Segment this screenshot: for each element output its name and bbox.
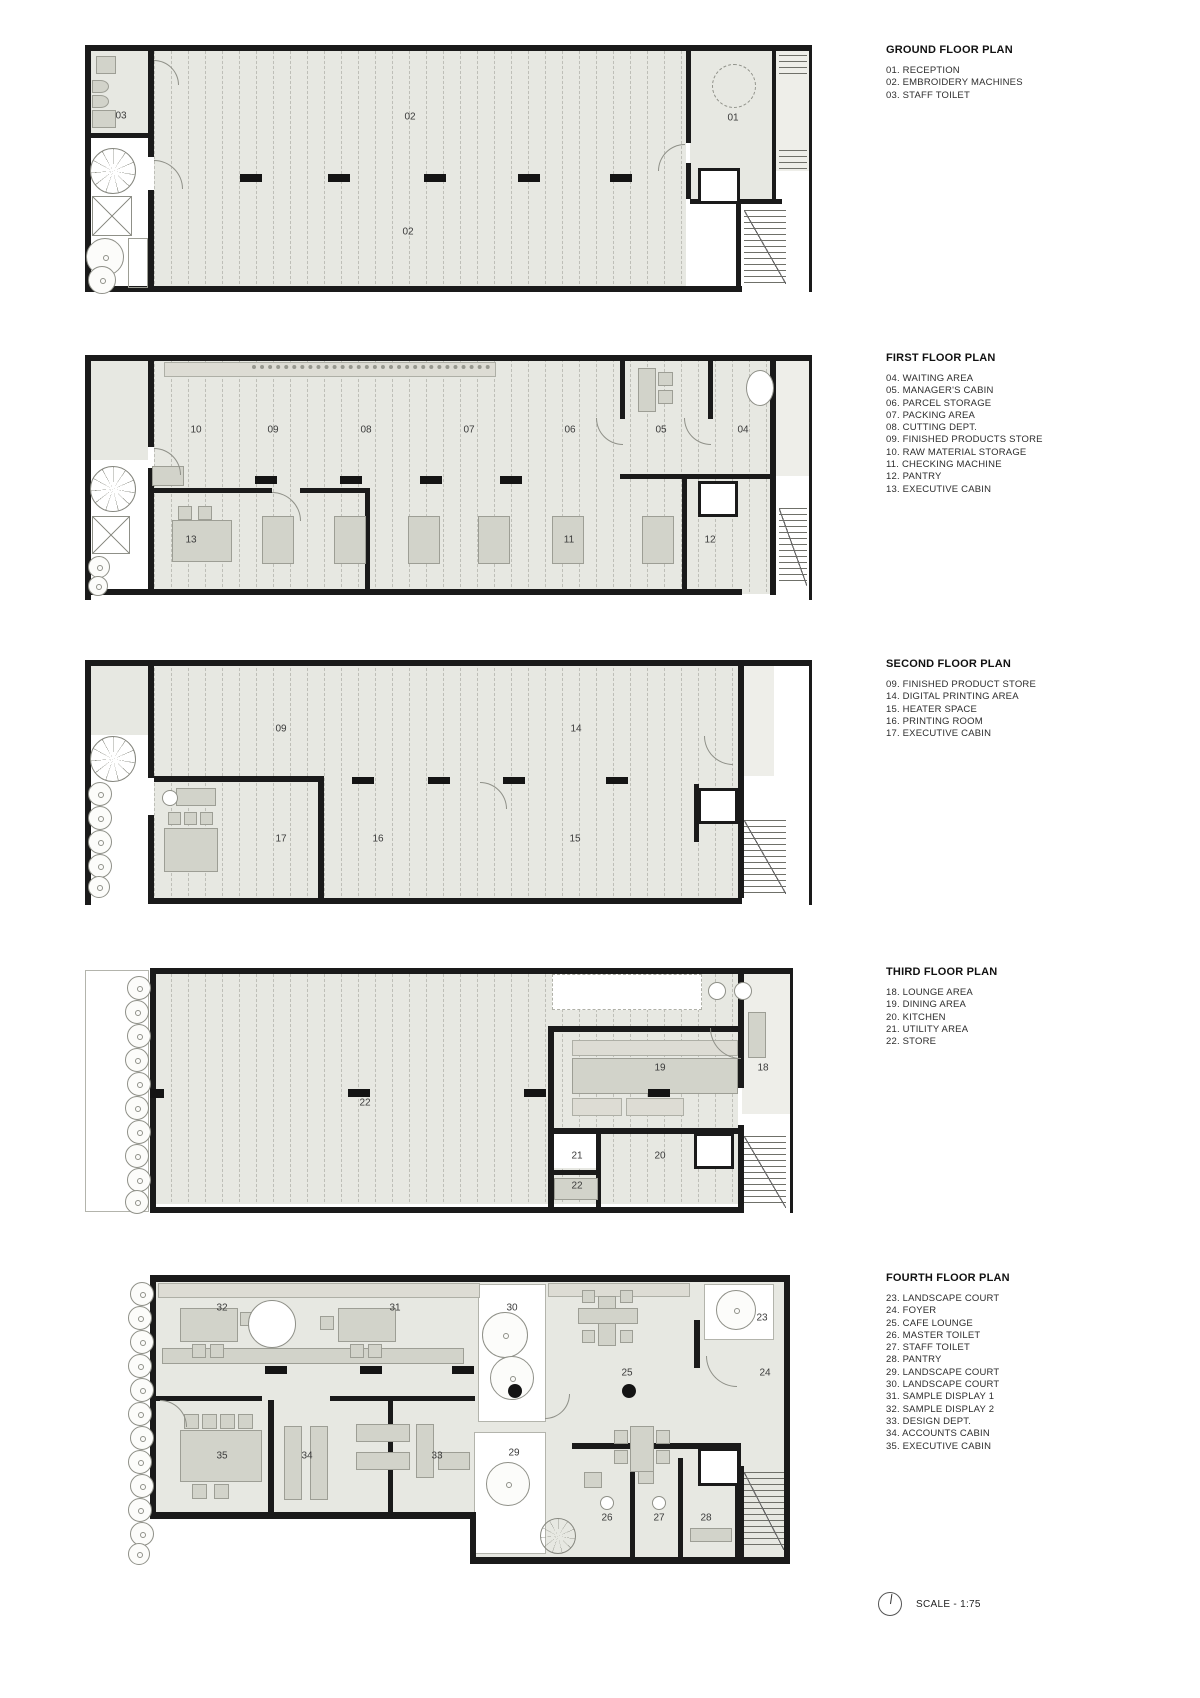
tree-icon xyxy=(130,1282,154,1306)
room-label: 16 xyxy=(372,833,384,845)
tree-icon xyxy=(88,806,112,830)
column-marker xyxy=(240,174,262,182)
tree-icon xyxy=(130,1426,154,1450)
tree-icon xyxy=(486,1462,530,1506)
room-label: 25 xyxy=(621,1367,633,1379)
wall xyxy=(148,355,154,447)
shelf-band xyxy=(158,1283,480,1298)
column-marker xyxy=(648,1089,670,1097)
chair xyxy=(320,1316,334,1330)
legend-item: 19. DINING AREA xyxy=(886,999,967,1011)
legend-item: 06. PARCEL STORAGE xyxy=(886,397,992,409)
wall xyxy=(148,660,154,778)
manager-desk xyxy=(638,368,656,412)
tree-icon xyxy=(128,1354,152,1378)
side-table xyxy=(162,790,178,806)
room-label: 22 xyxy=(571,1180,583,1192)
tree-icon xyxy=(127,1024,151,1048)
toilet-fixture xyxy=(584,1472,602,1488)
scale-text: SCALE - 1:75 xyxy=(916,1598,981,1610)
wash-basin xyxy=(600,1496,614,1510)
chair xyxy=(178,506,192,520)
column-marker xyxy=(610,174,632,182)
room-label: 30 xyxy=(506,1302,518,1314)
checking-table xyxy=(642,516,674,564)
room-label: 17 xyxy=(275,833,287,845)
hanger-dot-row xyxy=(252,365,490,369)
legend-item: 35. EXECUTIVE CABIN xyxy=(886,1440,992,1452)
column-marker xyxy=(150,1089,164,1098)
legend-item: 33. DESIGN DEPT. xyxy=(886,1415,972,1427)
waiting-area-fixture xyxy=(746,370,774,406)
wall xyxy=(470,1557,790,1564)
room-label: 28 xyxy=(700,1512,712,1524)
spiral-stair-icon xyxy=(90,148,136,194)
wall xyxy=(150,1275,790,1282)
column-marker xyxy=(420,476,442,484)
room-label: 23 xyxy=(756,1312,768,1324)
legend-item: 31. SAMPLE DISPLAY 1 xyxy=(886,1391,995,1403)
dining-bench xyxy=(626,1098,684,1116)
legend-item: 05. MANAGER'S CABIN xyxy=(886,385,994,397)
room-label: 32 xyxy=(216,1302,228,1314)
stair-direction-line xyxy=(744,210,786,284)
legend-title: FOURTH FLOOR PLAN xyxy=(886,1272,1010,1284)
column-marker xyxy=(503,777,525,784)
tree-icon xyxy=(88,830,112,854)
room-label: 29 xyxy=(508,1447,520,1459)
wall xyxy=(85,133,149,138)
room-label: 08 xyxy=(360,424,372,436)
legend-title: GROUND FLOOR PLAN xyxy=(886,44,1013,56)
wall xyxy=(630,1458,635,1557)
chair xyxy=(620,1330,633,1343)
design-desk xyxy=(356,1452,410,1470)
legend-item: 25. CAFE LOUNGE xyxy=(886,1317,973,1329)
column-marker xyxy=(428,777,450,784)
shaft-cross-box xyxy=(92,196,132,236)
chair xyxy=(614,1430,628,1444)
column-marker xyxy=(500,476,522,484)
wash-basin xyxy=(652,1496,666,1510)
tree-icon xyxy=(125,1000,149,1024)
legend-item: 30. LANDSCAPE COURT xyxy=(886,1379,1000,1391)
column-marker xyxy=(606,777,628,784)
legend-item: 03. STAFF TOILET xyxy=(886,89,970,101)
legend-item-list xyxy=(886,373,1186,496)
room-label: 15 xyxy=(569,833,581,845)
wall xyxy=(148,190,154,292)
elevator-shaft xyxy=(698,481,738,517)
wall xyxy=(330,1396,475,1401)
legend-item-list xyxy=(886,65,1186,102)
legend-item: 34. ACCOUNTS CABIN xyxy=(886,1428,990,1440)
wall xyxy=(154,488,272,493)
legend-item: 11. CHECKING MACHINE xyxy=(886,459,1002,471)
exec-table xyxy=(172,520,232,562)
chair xyxy=(656,1430,670,1444)
legend-item: 02. EMBROIDERY MACHINES xyxy=(886,77,1023,89)
room-label: 18 xyxy=(757,1062,769,1074)
room-label: 06 xyxy=(564,424,576,436)
wall xyxy=(686,163,691,199)
sample-desk-32 xyxy=(180,1308,238,1342)
wall xyxy=(148,468,154,594)
exterior-hatch xyxy=(779,150,807,174)
room-label: 05 xyxy=(655,424,667,436)
wall xyxy=(150,1207,742,1213)
tree-icon xyxy=(128,1450,152,1474)
elevator-shaft xyxy=(694,1133,734,1169)
toilet-counter xyxy=(92,110,116,128)
room-label: 21 xyxy=(571,1150,583,1162)
tree-icon xyxy=(88,266,116,294)
chair xyxy=(658,390,673,404)
tree-icon xyxy=(130,1474,154,1498)
chair xyxy=(168,812,181,825)
tree-icon xyxy=(125,1048,149,1072)
legend-item: 28. PANTRY xyxy=(886,1354,942,1366)
north-scale-icon xyxy=(878,1592,902,1616)
wall xyxy=(85,286,742,292)
annex-area xyxy=(90,665,148,735)
room-label: 26 xyxy=(601,1512,613,1524)
column-marker xyxy=(348,1089,370,1097)
legend-item: 29. LANDSCAPE COURT xyxy=(886,1366,1000,1378)
wall xyxy=(148,815,154,904)
room-label: 07 xyxy=(463,424,475,436)
legend-item: 27. STAFF TOILET xyxy=(886,1342,970,1354)
room-label: 35 xyxy=(216,1450,228,1462)
stool xyxy=(708,982,726,1000)
column-marker xyxy=(518,174,540,182)
room-label: 33 xyxy=(431,1450,443,1462)
round-column xyxy=(622,1384,636,1398)
legend-title: THIRD FLOOR PLAN xyxy=(886,966,998,978)
column-marker xyxy=(424,174,446,182)
reception-round-table xyxy=(712,64,756,108)
legend-item: 13. EXECUTIVE CABIN xyxy=(886,483,992,495)
office-desk xyxy=(578,1308,638,1324)
legend-item: 32. SAMPLE DISPLAY 2 xyxy=(886,1403,995,1415)
wash-basin xyxy=(92,95,109,108)
room-label: 31 xyxy=(389,1302,401,1314)
legend-fourth-floor xyxy=(886,1272,1186,1453)
scale-indicator xyxy=(878,1592,981,1616)
tree-icon xyxy=(716,1290,756,1330)
annex-area xyxy=(90,360,148,460)
column-marker xyxy=(340,476,362,484)
spiral-stair-icon xyxy=(90,466,136,512)
wall xyxy=(790,968,793,1213)
design-desk xyxy=(416,1424,434,1478)
column-marker xyxy=(524,1089,546,1097)
room-label: 20 xyxy=(654,1150,666,1162)
chair xyxy=(582,1290,595,1303)
chair xyxy=(192,1344,206,1358)
room-label: 09 xyxy=(267,424,279,436)
packing-table xyxy=(408,516,440,564)
elevator-shaft xyxy=(698,1448,740,1486)
wash-basin xyxy=(92,80,109,93)
legend-first-floor xyxy=(886,352,1186,496)
tree-icon xyxy=(130,1330,154,1354)
wall xyxy=(154,776,318,782)
tree-icon xyxy=(88,854,112,878)
legend-item: 08. CUTTING DEPT. xyxy=(886,422,978,434)
legend-item: 15. HEATER SPACE xyxy=(886,703,978,715)
legend-second-floor xyxy=(886,658,1186,740)
chair xyxy=(214,1484,229,1499)
legend-item: 26. MASTER TOILET xyxy=(886,1329,981,1341)
embroidery-hall xyxy=(154,51,686,286)
utility-room xyxy=(554,1134,596,1168)
spiral-stair-icon xyxy=(540,1518,576,1554)
wall xyxy=(150,1512,476,1519)
tree-icon xyxy=(128,1402,152,1426)
room-label: 03 xyxy=(115,110,127,122)
wall xyxy=(809,355,812,600)
tree-icon xyxy=(127,1168,151,1192)
planter-box xyxy=(128,238,148,288)
cafe-table xyxy=(630,1426,654,1472)
stair-direction-line xyxy=(744,820,786,894)
legend-item: 04. WAITING AREA xyxy=(886,373,974,384)
wall xyxy=(708,361,713,419)
room-label: 24 xyxy=(759,1367,771,1379)
legend-item: 12. PANTRY xyxy=(886,471,942,483)
legend-item: 16. PRINTING ROOM xyxy=(886,715,983,727)
column-marker xyxy=(352,777,374,784)
toilet-fixture xyxy=(638,1470,654,1484)
tree-icon xyxy=(127,976,151,1000)
room-label: 22 xyxy=(359,1097,371,1109)
wall xyxy=(809,45,812,292)
elevator-shaft xyxy=(698,168,740,204)
chair xyxy=(184,812,197,825)
spiral-stair-icon xyxy=(90,736,136,782)
tree-icon xyxy=(128,1306,152,1330)
legend-item-list xyxy=(886,679,1186,740)
legend-item-list xyxy=(886,1293,1186,1453)
legend-item: 24. FOYER xyxy=(886,1305,937,1317)
legend-item: 20. KITCHEN xyxy=(886,1011,946,1023)
exec-table-35 xyxy=(180,1430,262,1482)
tree-icon xyxy=(125,1096,149,1120)
legend-item: 22. STORE xyxy=(886,1036,937,1048)
tree-icon xyxy=(88,576,108,596)
void-skylight xyxy=(552,974,702,1010)
legend-item: 23. LANDSCAPE COURT xyxy=(886,1293,1000,1304)
round-column xyxy=(508,1384,522,1398)
legend-item: 14. DIGITAL PRINTING AREA xyxy=(886,691,1019,703)
column-marker xyxy=(360,1366,382,1374)
wall xyxy=(682,479,687,591)
dining-bench xyxy=(572,1098,622,1116)
chair xyxy=(614,1450,628,1464)
tree-icon xyxy=(127,1120,151,1144)
wall xyxy=(300,488,370,493)
wall xyxy=(148,898,742,904)
room-label: 19 xyxy=(654,1062,666,1074)
stair-direction-line xyxy=(744,1472,784,1550)
wall xyxy=(85,355,812,361)
packing-table xyxy=(262,516,294,564)
chair xyxy=(200,812,213,825)
tree-icon xyxy=(482,1312,528,1358)
room-label: 12 xyxy=(704,534,716,546)
legend-item: 01. RECEPTION xyxy=(886,65,960,76)
tree-icon xyxy=(88,876,110,898)
legend-item: 09. FINISHED PRODUCTS STORE xyxy=(886,434,1043,446)
legend-item-list xyxy=(886,987,1186,1048)
chair xyxy=(658,372,673,386)
legend-item: 21. UTILITY AREA xyxy=(886,1023,969,1035)
lounge-seat xyxy=(748,1012,766,1058)
legend-ground-floor xyxy=(886,44,1186,102)
design-desk xyxy=(356,1424,410,1442)
round-display-table xyxy=(248,1300,296,1348)
checking-table xyxy=(552,516,584,564)
chair xyxy=(582,1330,595,1343)
display-counter xyxy=(162,1348,464,1364)
legend-third-floor xyxy=(886,966,1186,1048)
wall xyxy=(548,1170,600,1175)
store-shelf xyxy=(554,1178,598,1200)
chair xyxy=(220,1414,235,1429)
accounts-desk xyxy=(284,1426,302,1500)
tree-icon xyxy=(88,556,110,578)
chair xyxy=(192,1484,207,1499)
wall xyxy=(85,660,812,666)
legend-title: FIRST FLOOR PLAN xyxy=(886,352,996,364)
packing-table xyxy=(334,516,366,564)
room-label: 11 xyxy=(563,534,575,546)
room-label: 27 xyxy=(653,1512,665,1524)
legend-item: 18. LOUNGE AREA xyxy=(886,987,973,998)
wall xyxy=(772,51,776,199)
chair xyxy=(350,1344,364,1358)
chair xyxy=(198,506,212,520)
accounts-desk xyxy=(310,1426,328,1500)
legend-item: 10. RAW MATERIAL STORAGE xyxy=(886,446,1027,458)
column-marker xyxy=(328,174,350,182)
wall xyxy=(686,51,691,143)
room-label: 02 xyxy=(402,226,414,238)
side-strip xyxy=(776,361,809,476)
tree-icon xyxy=(125,1144,149,1168)
room-label: 34 xyxy=(301,1450,313,1462)
tree-icon xyxy=(130,1378,154,1402)
wall xyxy=(736,199,741,292)
room-label: 10 xyxy=(190,424,202,436)
sample-desk-31 xyxy=(338,1308,396,1342)
stair-direction-line xyxy=(744,1136,786,1208)
design-desk xyxy=(438,1452,470,1470)
room-label: 01 xyxy=(727,112,739,124)
legend-item: 09. FINISHED PRODUCT STORE xyxy=(886,679,1037,690)
side-strip xyxy=(742,666,774,776)
chair xyxy=(238,1414,253,1429)
sofa xyxy=(176,788,216,806)
room-label: 02 xyxy=(404,111,416,123)
wall xyxy=(809,660,812,905)
exterior-hatch xyxy=(779,55,807,79)
chair xyxy=(202,1414,217,1429)
room-label: 14 xyxy=(570,723,582,735)
room-label: 09 xyxy=(275,723,287,735)
chair xyxy=(210,1344,224,1358)
wall xyxy=(784,1275,790,1564)
tree-icon xyxy=(127,1072,151,1096)
wall xyxy=(620,474,772,479)
wall xyxy=(694,784,699,842)
room-label: 04 xyxy=(737,424,749,436)
wall xyxy=(678,1458,683,1557)
tree-icon xyxy=(128,1543,150,1565)
wall xyxy=(85,589,742,595)
stool xyxy=(734,982,752,1000)
chair xyxy=(620,1290,633,1303)
wall xyxy=(85,45,812,51)
chair xyxy=(368,1344,382,1358)
tree-icon xyxy=(125,1190,149,1214)
room-label: 13 xyxy=(185,534,197,546)
packing-table xyxy=(478,516,510,564)
pantry-counter xyxy=(690,1528,732,1542)
tree-icon xyxy=(88,782,112,806)
elevator-shaft xyxy=(698,788,738,824)
column-marker xyxy=(452,1366,474,1374)
tree-icon xyxy=(130,1522,154,1546)
column-marker xyxy=(265,1366,287,1374)
tree-icon xyxy=(128,1498,152,1522)
chair xyxy=(656,1450,670,1464)
exec-table xyxy=(164,828,218,872)
wall xyxy=(268,1400,274,1512)
shelf-band xyxy=(548,1283,690,1297)
legend-item: 07. PACKING AREA xyxy=(886,409,976,421)
legend-title: SECOND FLOOR PLAN xyxy=(886,658,1012,670)
legend-item: 17. EXECUTIVE CABIN xyxy=(886,728,992,740)
column-marker xyxy=(255,476,277,484)
wall xyxy=(694,1320,700,1368)
water-heater xyxy=(96,56,116,74)
wall xyxy=(620,361,625,419)
shaft-cross-box xyxy=(92,516,130,554)
stair-direction-line xyxy=(779,508,807,586)
wall xyxy=(318,776,324,904)
